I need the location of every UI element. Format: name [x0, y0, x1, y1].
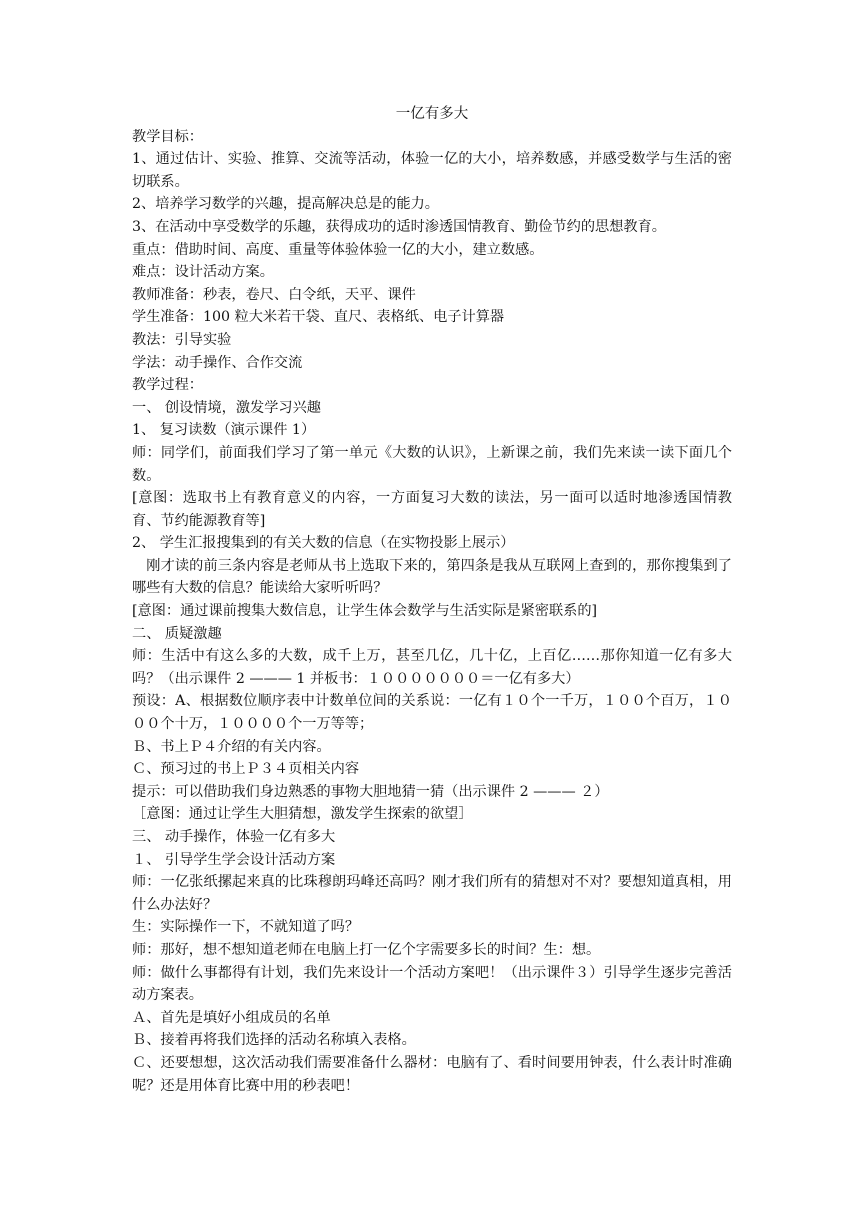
paragraph: 2、 学生汇报搜集到的有关大数的信息（在实物投影上展示）: [132, 535, 515, 552]
paragraph: 2、培养学习数学的兴趣，提高解决总是的能力。: [132, 196, 439, 213]
paragraph: 学法：动手操作、合作交流: [132, 354, 303, 371]
paragraph: 师：做什么事都得有计划，我们先来设计一个活动方案吧！（出示课件３）引导学生逐步完善活动方案表。: [132, 964, 732, 1004]
paragraph: 1、 复习读数（演示课件 1）: [132, 422, 316, 439]
paragraph: [意图：选取书上有教育意义的内容，一方面复习大数的读法，另一面可以适时地渗透国情教育、节约能源教育等]: [132, 490, 732, 529]
section-heading: 三、 动手操作，体验一亿有多大: [132, 829, 336, 845]
paragraph: 学生准备：100 粒大米若干袋、直尺、表格纸、电子计算器: [132, 309, 505, 326]
paragraph: 提示：可以借助我们身边熟悉的事物大胆地猜一猜（出示课件 2 ——— ２）: [132, 783, 609, 800]
paragraph: Ａ、首先是填好小组成员的名单: [132, 1009, 331, 1026]
paragraph: [意图：通过课前搜集大数信息，让学生体会数学与生活实际是紧密联系的]: [132, 603, 598, 620]
document-page: [132, 103, 732, 1097]
document-title: 一亿有多大: [395, 106, 469, 122]
paragraph: 刚才读的前三条内容是老师从书上选取下来的，第四条是我从互联网上查到的，那你搜集到了哪些有大数的信息？能读给大家听听吗？: [132, 557, 732, 597]
paragraph: １、 引导学生学会设计活动方案: [132, 851, 336, 868]
paragraph: 教法：引导实验: [132, 331, 232, 348]
paragraph: 师：那好，想不想知道老师在电脑上打一亿个字需要多长的时间？生：想。: [132, 941, 601, 958]
paragraph: 教学过程：: [132, 377, 203, 394]
paragraph: 预设：A、根据数位顺序表中计数单位间的关系说：一亿有１０个一千万，１００个百万，１０００个十万，１００００个一万等等；: [132, 693, 732, 733]
document-body: [132, 126, 732, 1098]
paragraph: 教师准备：秒表，卷尺、白令纸，天平、课件: [132, 286, 416, 303]
paragraph: Ｂ、接着再将我们选择的活动名称填入表格。: [132, 1032, 416, 1049]
paragraph: 师：生活中有这么多的大数，成千上万，甚至几亿，几十亿，上百亿……那你知道一亿有多大吗？（出示课件 2 ——— 1 并板书：１０００００００＝一亿有多大）: [132, 648, 732, 687]
paragraph: 生：实际操作一下，不就知道了吗？: [132, 919, 360, 936]
paragraph: 1、通过估计、实验、推算、交流等活动，体验一亿的大小，培养数感，并感受数学与生活的密切联系。: [132, 151, 732, 190]
paragraph: 师：一亿张纸摞起来真的比珠穆朗玛峰还高吗？刚才我们所有的猜想对不对？要想知道真相，用什么办法好？: [132, 874, 732, 913]
section-heading: 一、 创设情境，激发学习兴趣: [132, 399, 321, 416]
section-heading: 二、 质疑激趣: [132, 625, 222, 642]
paragraph: 重点：借助时间、高度、重量等体验体验一亿的大小，建立数感。: [132, 241, 544, 258]
paragraph: Ｂ、书上Ｐ４介绍的有关内容。: [132, 738, 331, 755]
paragraph: ［意图：通过让学生大胆猜想，激发学生探索的欲望］: [132, 806, 473, 823]
paragraph: Ｃ、还要想想，这次活动我们需要准备什么器材：电脑有了、看时间要用钟表，什么表计时准确呢？还是用体育比赛中用的秒表吧！: [132, 1054, 732, 1094]
paragraph: 难点：设计活动方案。: [132, 264, 274, 281]
paragraph: 师：同学们，前面我们学习了第一单元《大数的认识》，上新课之前，我们先来读一读下面几个数。: [132, 444, 732, 484]
paragraph: 教学目标：: [132, 128, 203, 145]
paragraph: 3、在活动中享受数学的乐趣，获得成功的适时渗透国情教育、勤俭节约的思想教育。: [132, 218, 666, 235]
paragraph: Ｃ、预习过的书上Ｐ３４页相关内容: [132, 761, 360, 778]
